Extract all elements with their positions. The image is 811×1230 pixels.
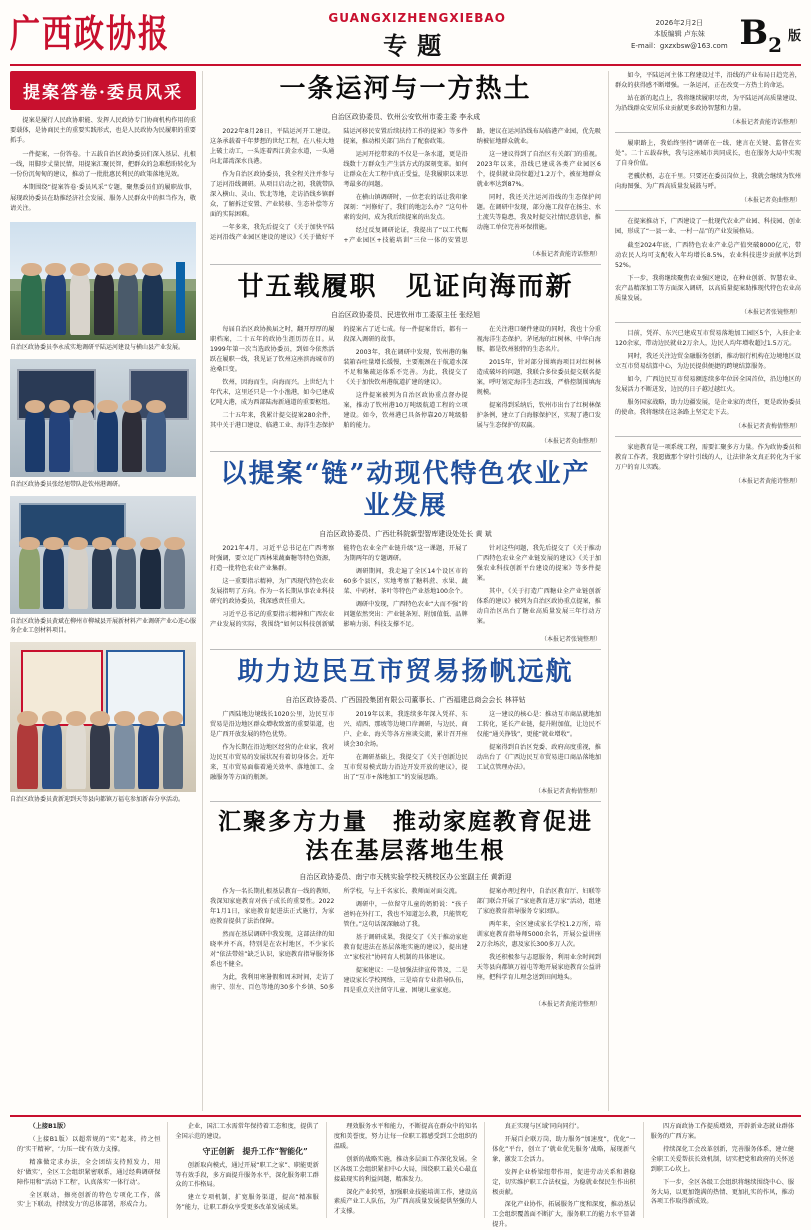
article-2-title: 廿五载履职 见证向海而新 — [237, 272, 574, 303]
photo-scene — [10, 496, 196, 614]
paragraph: 两年来，全区建成家长学校1.2万所，培训家庭教育指导师5000余名，开展公益讲座2万余场次，惠及家长300多万人次。 — [476, 920, 601, 948]
paragraph: 如今，广西边民互市贸易额连续多年位居全国首位，沿边地区的发展活力不断迸发，边民的日子越过越红火。 — [615, 375, 801, 394]
article-3-title: 以提案“链”动现代特色农业产业发展 — [220, 458, 591, 522]
paragraph: 其中，《关于打造广西糖业全产业链创新体系的建议》被列为自治区政协重点提案，推动自治区出台了糖业高质量发展三年行动方案。 — [476, 588, 601, 626]
paragraph: 运河开挖带来的不仅是一条水道，更是沿线数十万群众生产生活方式的深刻变革。如何让群众在大工程中真正受益，是我履职以来思考最多的问题。 — [343, 150, 468, 188]
article-3 — [210, 458, 601, 643]
article-2-body — [210, 325, 601, 433]
paragraph: 老骥伏枥，志在千里。只要还在委员岗位上，我就会继续为钦州向海图强、为广西高质量发展鼓与呼。 — [615, 173, 801, 191]
paragraph: 深化产业协作，拓展服务广度和深度，推动基层工会组织覆盖面不断扩大，服务职工的能力水平显著提升。 — [492, 1201, 636, 1229]
left-column — [10, 71, 203, 1111]
right-sig-1: （本报记者黄能诗话整理） — [728, 119, 801, 127]
paragraph: 每届自治区政协换届之时，翻开厚厚的履职档案，二十五年的政协生涯历历在目。从1999年第一次当选政协委员，到如今依然活跃在履职一线，我见证了钦州这座滨海城市的沧桑巨变。 — [210, 325, 335, 373]
article-3-body — [210, 544, 601, 631]
article-5 — [210, 808, 601, 1008]
middle-column — [203, 71, 609, 1111]
article-3-signature: （本报记者张镜整理） — [540, 636, 601, 644]
paragraph: 站在新的起点上，我将继续履职尽责，为平陆运河高质量建设、为沿线群众安居乐业贡献更多政协智慧和力量。 — [615, 95, 801, 113]
masthead-center — [215, 12, 619, 58]
article-4-byline: 自治区政协委员、广西国投集团有限公司董事长、广西福建总商会会长 林祥钻 — [285, 695, 526, 704]
paragraph: 调研期间，我走遍了全区14个设区市的60多个县区，实地考察了糖料蔗、水果、蔬菜、中药材、茶叶等特色产业基地100余个。 — [343, 568, 468, 596]
paragraph: 这件提案被列为自治区政协重点督办提案，推动了钦州港10万吨级航道工程的立项建设。如今，钦州港已具备停靠20万吨级船舶的能力。 — [343, 391, 468, 429]
paragraph: 2022年8月28日，平陆运河开工建设。这条承载着千年梦想的世纪工程，在八桂大地上破土动工，一头连着西江黄金水道，一头通向北部湾深水良港。 — [210, 127, 335, 165]
paragraph: 2021年4月，习近平总书记在广西考察时强调，要立足广西林果蔬畜糖等特色资源，打造一批特色农业产业集群。 — [210, 544, 335, 573]
paragraph: 基于调研成果，我提交了《关于推动家庭教育促进法在基层落地实施的建议》，提出建立“家校社”协同育人机制的具体建议。 — [343, 933, 468, 961]
article-5-title: 汇聚多方力量 推动家庭教育促进法在基层落地生根 — [218, 808, 593, 864]
issue-date: 2026年2月2日 — [655, 19, 704, 28]
paragraph: 提案建议：一是加强法律宣传普及，二是建设家长学校网络，三是培育专业指导队伍，四是重点关注留守儿童、困境儿童家庭。 — [343, 967, 468, 995]
article-5-body — [210, 887, 601, 996]
photo-caption-1: 自治区政协委员李永成实地调研平陆运河建设与横山县产业发展。 — [10, 344, 185, 352]
divider — [210, 264, 601, 265]
divider — [615, 436, 801, 437]
paragraph: 提案办理过程中，自治区教育厅、妇联等部门联合开展了“家庭教育进万家”活动，组建了家庭教育指导服务专家团队。 — [476, 887, 601, 915]
paragraph: 这一建议的核心是：推动互市商品就地加工转化，延长产业链，提升附加值，让边民不仅能“通关挣钱”，更能“就业增收”。 — [476, 710, 601, 738]
bottom-col-2 — [168, 1122, 326, 1218]
article-3-byline: 自治区政协委员、广西壮科院新型智库建设处处长 黄 斌 — [319, 529, 492, 538]
issue-email: E-mail：gxzxbsw@163.com — [630, 41, 728, 50]
paragraph: 广西陆地边境线长1020公里，边民互市贸易是沿边地区群众增收致富的重要渠道，也是广西开放发展的特色优势。 — [210, 710, 335, 738]
paragraph: 提案得到采纳后，钦州市出台了红树林保护条例，建立了白海豚保护区，实现了港口发展与生态保护的双赢。 — [476, 401, 601, 429]
paragraph: 这一建议得到了自治区有关部门的重视。2023年以来，沿线已建成各类产业园区6个，提供就业岗位超过1.2万个，被征地群众就业率达到87%。 — [476, 150, 601, 188]
article-5-byline: 自治区政协委员、南宁市天桃实验学校天桃校区办公室副主任 黄新迎 — [299, 872, 512, 881]
paragraph: 真正实现与区域‘同向同行’。 — [504, 1123, 583, 1130]
right-column — [609, 71, 801, 1111]
paragraph: 作为一名长期扎根基层教育一线的教师，我深知家庭教育对孩子成长的重要性。2022年1月1日，家庭教育促进法正式施行，为家庭教育提供了法治保障。 — [210, 887, 335, 925]
masthead-topic: 专题 — [383, 30, 452, 60]
paragraph: 针对这些问题，我先后提交了《关于推动广西特色农业全产业链发展的建议》《关于加强农业科技创新平台建设的提案》等多件提案。 — [476, 544, 601, 583]
photo-caption-4: 自治区政协委员黄新迎到天等县向都镇万福屯参加新春分享活动。 — [10, 796, 185, 804]
article-4-title: 助力边民互市贸易扬帆远航 — [237, 657, 574, 688]
edition-suffix: 版 — [787, 29, 801, 45]
paragraph: 为此，我利用寒暑假和周末时间，走访了南宁、崇左、百色等地的30多个乡镇、50多所学校，与上千名家长、教师面对面交流。 — [210, 887, 461, 992]
paragraph: 同时，我还关注边贸金融服务创新，推动银行机构在边境地区设立互市贸易结算中心，为边民提供便捷的跨境结算服务。 — [615, 352, 801, 370]
paragraph: 建立专项机制，扩宽服务渠道，提高“精准服务”能力，让职工群众享受更多改革发展成果。 — [175, 1194, 319, 1212]
paragraph: 然而在基层调研中我发现，这部法律的知晓率并不高，特别是在农村地区，不少家长对“依法带娃”缺乏认识，家庭教育指导服务体系也不健全。 — [210, 930, 335, 969]
right-continuation-3 — [615, 217, 801, 303]
article-2-signature: （本报记者莫曲整理） — [540, 437, 601, 445]
bottom-col-1 — [10, 1122, 168, 1218]
paragraph: 钦州，因海而生，向海而兴。上世纪九十年代末，这里还只是一个小渔港，如今已建成亿吨大港，成为西部陆海新通道的重要枢纽。 — [210, 378, 335, 406]
paragraph: 下一步，我将继续聚焦农业强区建设，在种业创新、智慧农业、农产品精深加工等方面深入调研，以高质量提案助推现代特色农业高质量发展。 — [615, 274, 801, 302]
photo-3 — [10, 496, 196, 614]
paragraph: 目前，凭祥、东兴已建成互市贸易落地加工园区5个，入驻企业120余家，带动边民就业2万余人，边民人均年增收超过1.5万元。 — [615, 329, 801, 347]
paragraph: 履职路上，我始终坚持“调研在一线、建言在关键、监督在实处”。二十五载春秋，我与这座城市共同成长，也在服务大局中实现了自身价值。 — [615, 140, 801, 168]
edition-number: $B_2$ — [739, 13, 782, 57]
article-4-body — [210, 710, 601, 783]
paragraph: 2003年，我在调研中发现，钦州港的集装箱吞吐量增长缓慢，主要瓶颈在于航道水深不足和集疏运体系不完善。为此，我提交了《关于加快钦州港航道扩建的建议》。 — [343, 348, 468, 386]
article-1 — [210, 73, 601, 258]
article-4-signature: （本报记者黄梅倩整理） — [534, 788, 601, 796]
paragraph: 开展百企联万岗，助力服务“加速度”，优化“一体化”平台，创立了‘就业优先服务’战略，展现新气象，激发工会活力。 — [492, 1135, 636, 1163]
paragraph: 作为长期在沿边地区经营的企业家，我对边民互市贸易的发展状况有着切身体会。近年来，互市贸易面临着通关效率、落地加工、金融服务等方面的瓶颈。 — [210, 744, 335, 782]
paragraph: 四方面政协工作提质增效，开辟新业态就业群体服务的广西方案。 — [650, 1123, 795, 1140]
lead-paragraph: 提案是履行人民政协职能、发挥人民政协专门协商机构作用的重要载体，是协商民主的重要实践形式，也是人民政协为民履职的重要抓手。 — [10, 117, 196, 145]
right-continuation-5 — [615, 443, 801, 473]
photo-scene — [10, 642, 196, 792]
right-continuation-1 — [615, 71, 801, 114]
photo-scene — [10, 359, 196, 477]
right-sig-4: （本报记者黄梅倩整理） — [734, 423, 801, 431]
paragraph: 习近平总书记的重要指示精神和广西农业产业发展的实际，我围绕“如何以科技创新赋能特色农业全产业链升级”这一课题，开展了为期两年的专题调研。 — [210, 544, 468, 629]
paragraph: 下一步，全区各级工会组织将继续围绕中心、服务大局，以更加饱满的热情、更加扎实的作风，推动各项工作取得新成效。 — [650, 1178, 795, 1206]
paragraph: 精准做定求办法，全会团结支持照发力，用好‘做实’，全区工会组织紧密联系，通过经典调研保障作用和“活动下工程’，认真落实‘一体行动’。 — [17, 1158, 161, 1186]
photo-caption-3: 自治区政协委员黄斌在柳州市柳城县开展新材料产业调研产业心连心服务企业工创材料项目。 — [10, 618, 197, 635]
divider — [615, 210, 801, 211]
paragraph: 我还积极参与志愿服务，利用业余时间到天等县向都镇万福屯等地开展家庭教育公益讲座，把科学育儿理念送到田间地头。 — [476, 953, 601, 982]
masthead-pinyin: GUANGXIZHENGXIEBAO — [328, 11, 506, 26]
paragraph: 全区联动，擦亮创新的特色专项化工作，落实‘上下联动，持续发力’的总体部署，形成合力。 — [17, 1191, 161, 1209]
paragraph: 调研中发现，广西特色农业“大而不强”的问题依然突出：产业链条短、附加值低、品牌影响力弱、科技支撑不足。 — [343, 601, 468, 629]
article-1-byline: 自治区政协委员、钦州公安钦州市委主委 李永成 — [330, 112, 481, 121]
paragraph: 在提案推动下，广西建设了一批现代农业产业园、科技园、创业园，形成了“一县一业、一村一品”的产业发展格局。 — [615, 218, 801, 236]
right-sig-2: （本报记者莫曲整理） — [740, 197, 801, 205]
photo-4 — [10, 642, 196, 792]
article-2 — [210, 271, 601, 445]
right-continuation-4 — [615, 329, 801, 418]
paragraph: 这一重要指示精神，为广西现代特色农业发展指明了方向。作为一名长期从事农业科技研究的政协委员，我深感责任重大。 — [210, 578, 335, 606]
article-1-title: 一条运河与一方热土 — [279, 74, 532, 104]
article-5-signature: （本报记者黄能诗整理） — [534, 1001, 601, 1009]
paragraph: （上接B1版）以超常规的“实”起来，持之恒的‘实干精神’，‘力压一线’有效力支撑。 — [17, 1135, 161, 1153]
paragraph: 如今，平陆运河主体工程建设过半，沿线的产业布局日趋完善，群众的获得感不断增强。一条运河，正在改变一方热土的命运。 — [615, 72, 801, 90]
paragraph: 2019年以来，我连续多年深入凭祥、东兴、靖西、那坡等边境口岸调研，与边民、商户、企业、海关等各方座谈交流，累计召开座谈会30余场。 — [343, 710, 468, 748]
masthead-edition-area — [739, 13, 801, 57]
right-sig-5: （本报记者黄能诗整理） — [734, 478, 801, 486]
bottom-col-5 — [644, 1122, 801, 1218]
article-1-body — [210, 127, 601, 247]
paragraph: 企业，国汇工水需常年保持着工态和度，提供了全国示范的建设。 — [175, 1123, 319, 1140]
bottom-subheading: 守正创新 提升工作“智能化” — [202, 1145, 308, 1156]
section-banner: 提案答卷·委员风采 — [10, 71, 196, 110]
lead-text — [10, 116, 196, 217]
paragraph: 在横山镇调研时，一位老农的话让我印象深刻：“河修好了，我们的地怎么办？”这句朴素的发问，成为我后续提案的出发点。 — [343, 193, 468, 221]
right-sig-3: （本报记者张镜整理） — [740, 308, 801, 316]
divider — [615, 132, 801, 133]
paragraph: 经过反复调研论证，我提出了“以工代赈+产业园区+技能培训”三位一体的安置思路，建议在运河沿线布局临港产业园，优先吸纳被征地群众就业。 — [343, 127, 601, 244]
photo-1 — [10, 222, 196, 340]
paragraph: 创新的战略实施，推动多层面工作深化发展。全区各级工会组织紧扣中心大局，围绕职工最关心最直接最现实的利益问题，精准发力。 — [333, 1155, 478, 1183]
divider — [210, 451, 601, 452]
photo-caption-2: 自治区政协委员张经旭带队赴钦州港调研。 — [10, 481, 125, 489]
paragraph: 截至2024年底，广西特色农业产业总产值突破8000亿元，带动农民人均可支配收入年均增长8.5%，农业科技进步贡献率达到52%。 — [615, 241, 801, 269]
paragraph: 深化产业转型，加强职业技能培训工作，建设高素质产业工人队伍，为广西高质量发展提供坚强的人才支撑。 — [333, 1188, 478, 1216]
photo-scene — [10, 222, 196, 340]
paragraph: 服务国家战略，助力边疆发展，是企业家的责任，更是政协委员的使命。我将继续在这条路上坚定走下去。 — [615, 399, 801, 417]
paragraph: 家庭教育是一项系统工程，需要汇聚多方力量。作为政协委员和教育工作者，我愿做那个穿针引线的人，让法律条文真正转化为千家万户的育儿实践。 — [615, 444, 801, 472]
article-2-byline: 自治区政协委员、民进钦州市工委原主任 张经旭 — [330, 310, 481, 319]
paragraph: 在调研基础上，我提交了《关于创新边民互市贸易模式助力沿边开发开放的建议》，提出了“互市+落地加工”的发展思路。 — [343, 754, 468, 782]
paragraph: 一年多来，我先后提交了《关于加快平陆运河沿线产业园区建设的建议》《关于做好平陆运河移民安置后续扶持工作的提案》等多件提案，推动相关部门出台了配套政策。 — [210, 127, 468, 241]
paragraph: 在关注港口硬件建设的同时，我也十分重视海洋生态保护。茅尾海的红树林、中华白海豚，都是钦州独特的生态名片。 — [476, 325, 601, 353]
paragraph: 创新取向模式，通过开展“职工之家”、职能更新等有效手段，多方面提升服务水平，深化服务职工群众的工作格局。 — [175, 1161, 319, 1189]
paragraph: 调研中，一位留守儿童的奶奶说：“孩子爸妈在外打工，我也不知道怎么教，只能管吃管住。”这句话深深触动了我。 — [343, 900, 468, 928]
page-body — [10, 71, 801, 1111]
bottom-col-3 — [327, 1122, 485, 1218]
lead-paragraph: 一件提案，一份答卷。十五载自治区政协委员们深入基层、扎根一线，用脚步丈量民情，用提案汇聚民智，把群众的急难愁盼转化为一份份沉甸甸的建议，推动了一批批惠民利民的政策落地见效。 — [10, 150, 196, 179]
paragraph: 持续深化工会改革创新，完善服务体系，建立健全职工关爱帮扶长效机制，切实把党和政府的关怀送到职工心坎上。 — [650, 1145, 795, 1173]
divider — [210, 649, 601, 650]
article-4 — [210, 656, 601, 795]
issue-editor: 本版编辑 卢东妹 — [653, 30, 705, 39]
paragraph: 同时，我还关注运河沿线的生态保护问题。在调研中发现，部分施工段存在扬尘、水土流失等隐患，我及时提交社情民意信息，推动施工单位完善环保措施。 — [476, 193, 601, 231]
right-continuation-2 — [615, 139, 801, 192]
bottom-col-4 — [485, 1122, 643, 1229]
photo-2 — [10, 359, 196, 477]
paragraph: 作为自治区政协委员，我全程关注并参与了运河沿线调研。从项目启动之初，我就带队深入横山、灵山、钦北等地，走访沿线乡镇群众，了解拆迁安置、产业转移、生态补偿等方面的实际困难。 — [210, 170, 335, 218]
masthead — [10, 6, 801, 66]
article-1-signature: （本报记者黄能诗话整理） — [528, 251, 601, 259]
divider — [210, 801, 601, 802]
newspaper-logo: 广西政协报 — [10, 12, 170, 57]
paragraph: 2015年，针对部分围填海项目对红树林造成破坏的问题，我联合多位委员提交联名提案，呼吁划定海洋生态红线，严格控制围填海规模。 — [476, 358, 601, 396]
lead-paragraph: 本期围绕“提案答卷·委员风采”专题，聚焦委员们的履职故事，展现政协委员在助推经济社会发展、服务人民群众中的担当作为，敬请关注。 — [10, 184, 196, 212]
paragraph: 提案得到自治区党委、政府高度重视，推动出台了《广西边民互市贸易进口商品落地加工试点管理办法》。 — [476, 744, 601, 772]
divider — [615, 322, 801, 323]
paragraph: 二十五年来，我累计提交提案280余件，其中关于港口建设、临港工业、海洋生态保护的提案占了近七成。每一件提案背后，都有一段深入调研的故事。 — [210, 325, 468, 429]
paragraph: 发挥企业桥梁纽带作用，促进劳动关系和谐稳定，切实维护职工合法权益，为稳就业保民生作出积极贡献。 — [492, 1168, 636, 1196]
bottom-strip — [10, 1115, 801, 1229]
paragraph: 理效服务水平和能力，不断提高在群众中的知名度和美誉度，努力让每一位职工都感受到工会组织的温暖。 — [333, 1123, 478, 1150]
continuation-note: （上接B1版） — [29, 1123, 70, 1130]
masthead-meta — [619, 18, 739, 52]
